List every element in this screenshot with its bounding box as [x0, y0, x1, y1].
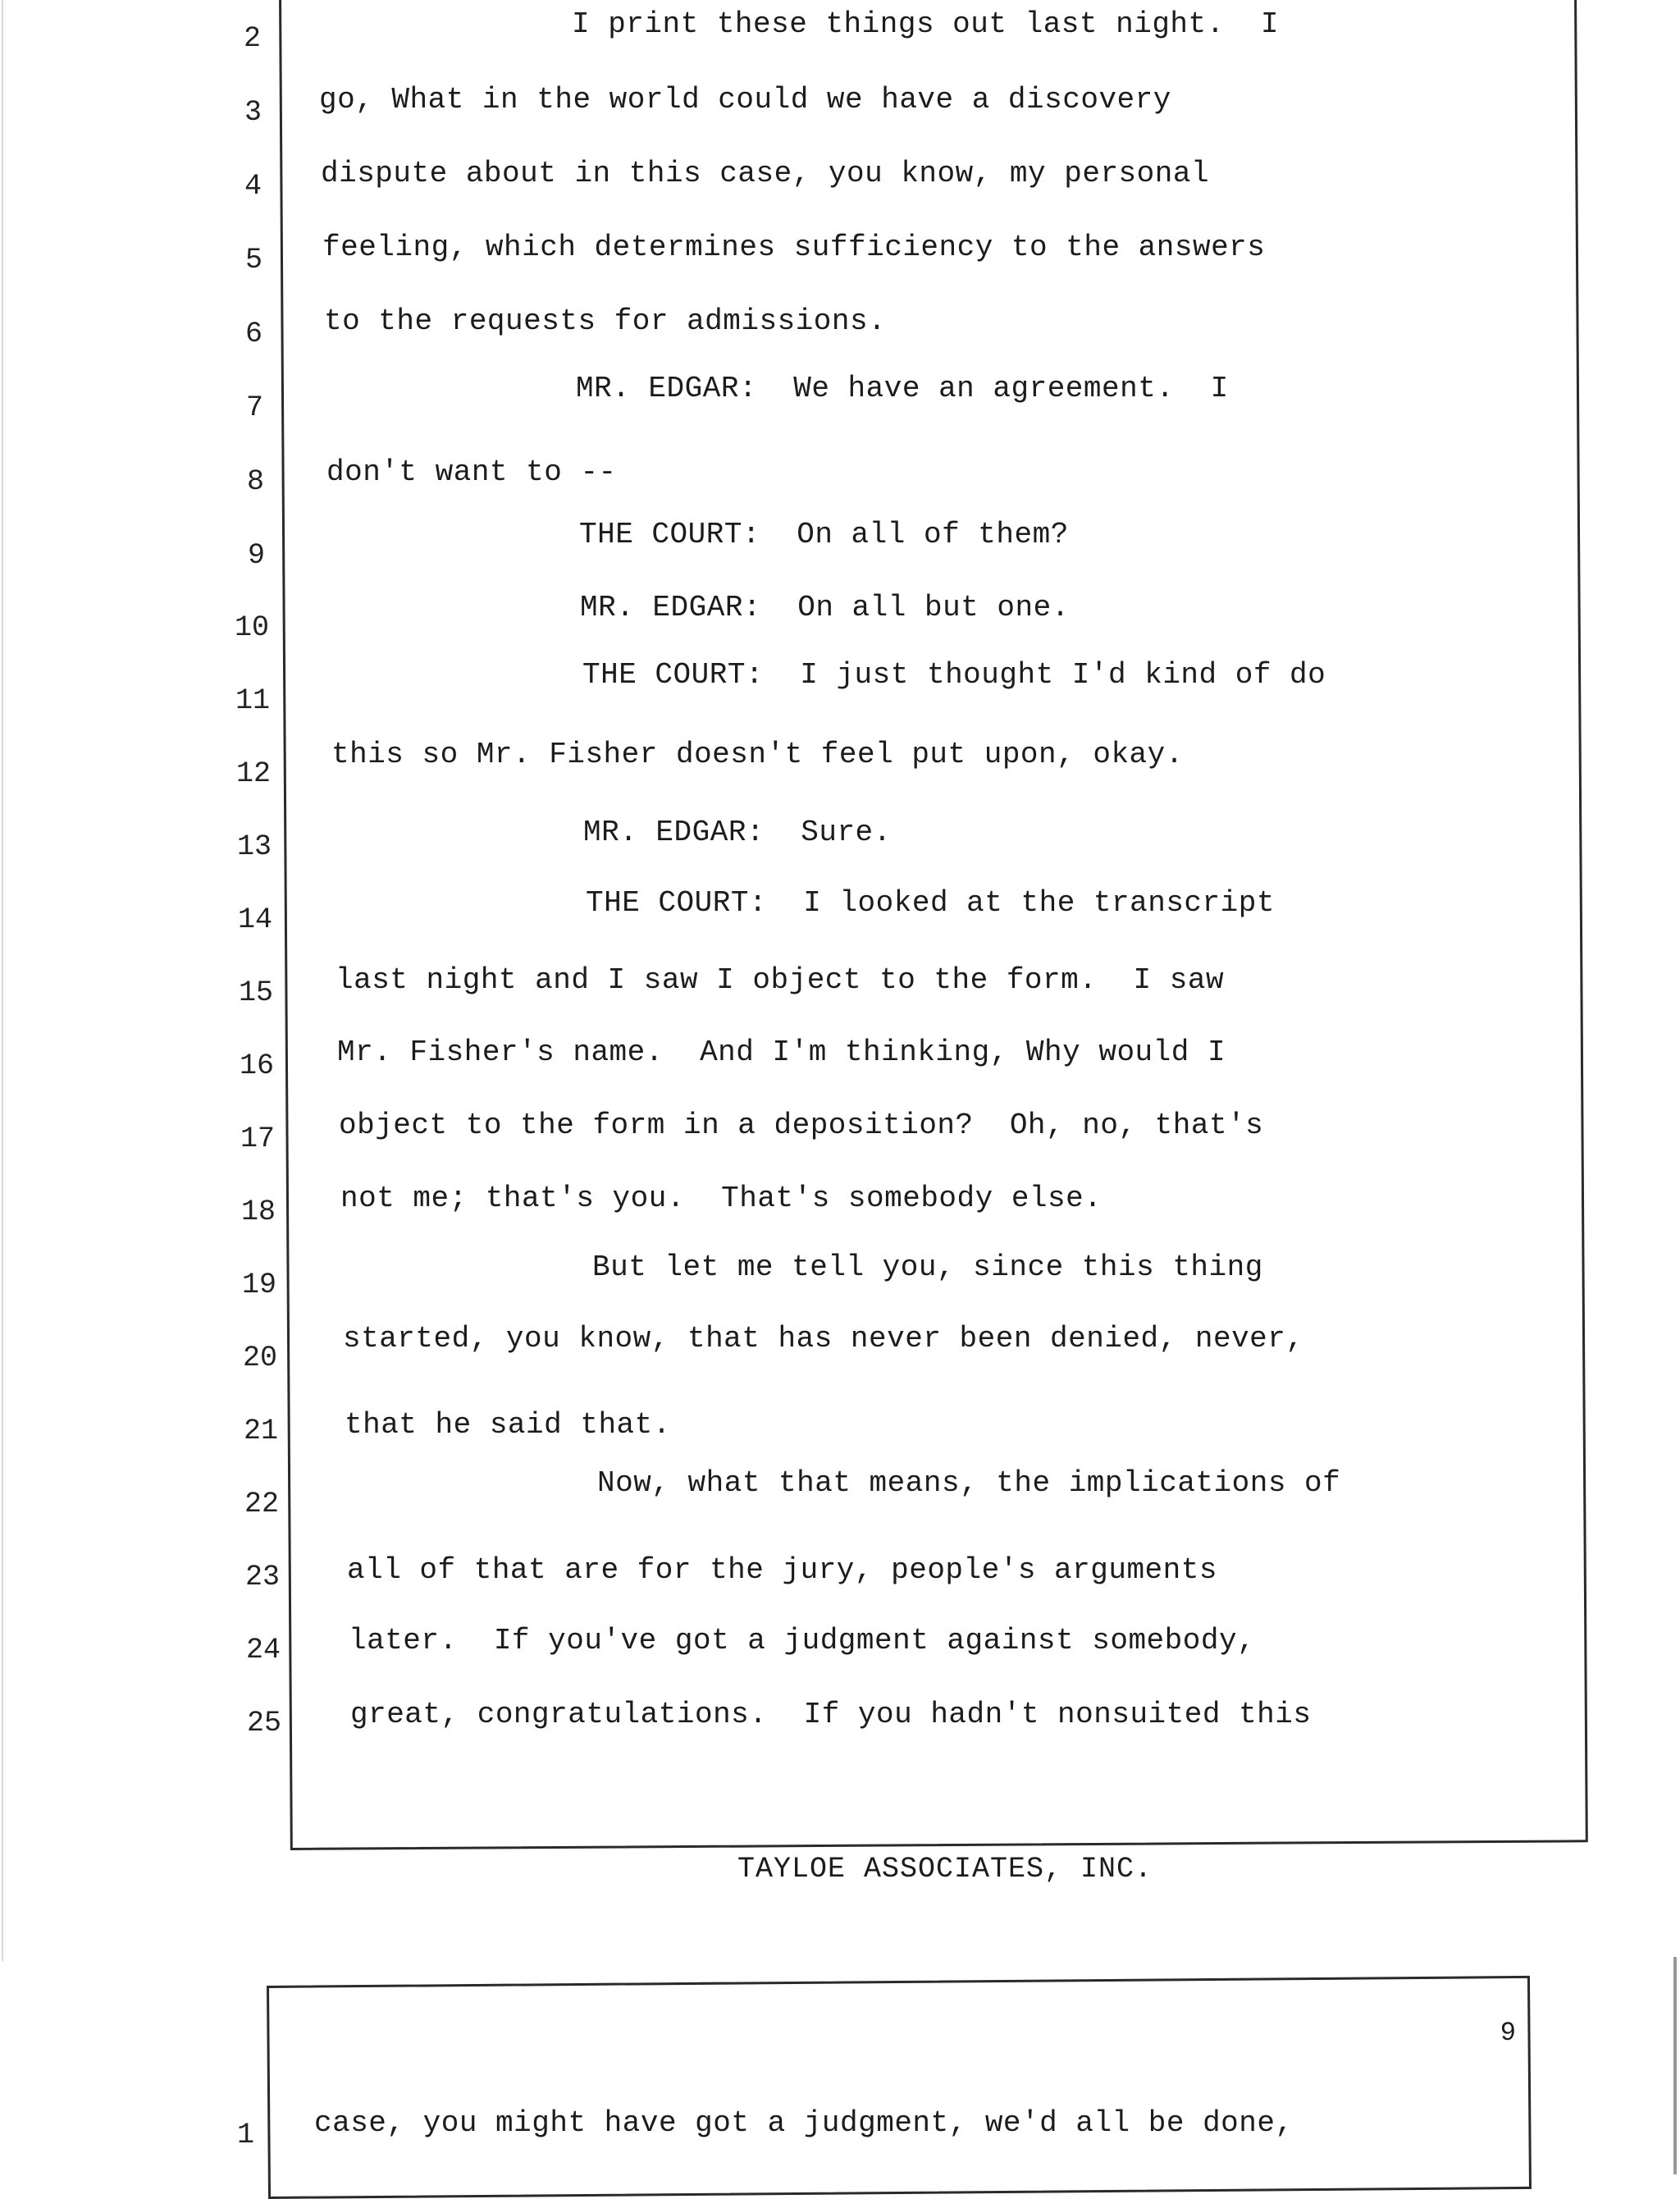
line-number: 14	[237, 903, 272, 936]
transcript-line: started, you know, that has never been denied, never,	[343, 1322, 1304, 1356]
line-number: 2	[243, 22, 261, 55]
transcript-line: this so Mr. Fisher doesn't feel put upon, okay.	[331, 738, 1184, 771]
line-number: 19	[241, 1269, 276, 1301]
line-number: 13	[236, 830, 272, 863]
line-number: 15	[238, 976, 273, 1009]
transcript-line: later. If you've got a judgment against somebody,	[349, 1624, 1256, 1657]
line-number: 23	[244, 1561, 280, 1593]
transcript-line: Now, what that means, the implications of	[597, 1466, 1341, 1500]
transcript-line: all of that are for the jury, people's arguments	[347, 1553, 1217, 1587]
line-number: 24	[245, 1634, 281, 1666]
reporter-footer: TAYLOE ASSOCIATES, INC.	[737, 1853, 1153, 1886]
line-number: 7	[245, 391, 263, 424]
line-number: 5	[244, 244, 262, 277]
scan-edge-right	[1673, 1957, 1677, 2174]
line-number: 20	[242, 1342, 277, 1374]
transcript-page-9-frame	[267, 1976, 1532, 2199]
line-number: 9	[247, 539, 265, 572]
line-number: 18	[240, 1196, 276, 1228]
transcript-line: But let me tell you, since this thing	[592, 1250, 1263, 1284]
transcript-line: MR. EDGAR: On all but one.	[580, 591, 1070, 624]
transcript-line: to the requests for admissions.	[324, 304, 887, 338]
line-number: 8	[246, 465, 264, 498]
line-number: 22	[244, 1488, 279, 1520]
line-number: 21	[243, 1415, 278, 1447]
transcript-line: dispute about in this case, you know, my personal	[321, 157, 1210, 190]
transcript-line: last night and I saw I object to the form. I saw	[336, 963, 1225, 997]
transcript-line: not me; that's you. That's somebody else.	[340, 1182, 1102, 1215]
transcript-line: object to the form in a deposition? Oh, no, that's	[339, 1109, 1264, 1142]
transcript-line: Mr. Fisher's name. And I'm thinking, Why would I	[337, 1035, 1226, 1069]
scan-edge-left	[2, 0, 3, 1961]
transcript-line: I print these things out last night. I	[572, 7, 1280, 41]
line-number: 12	[235, 757, 271, 790]
line-number: 17	[240, 1122, 275, 1155]
transcript-line: MR. EDGAR: Sure.	[583, 816, 892, 849]
transcript-line: don't want to --	[326, 455, 617, 489]
transcript-line: go, What in the world could we have a discovery	[319, 83, 1171, 117]
transcript-line: MR. EDGAR: We have an agreement. I	[576, 372, 1229, 405]
transcript-line: THE COURT: I just thought I'd kind of do	[582, 658, 1326, 692]
line-number: 4	[244, 170, 262, 203]
line-number: 10	[234, 611, 269, 644]
line-number: 3	[244, 96, 262, 129]
line-number: 1	[236, 2119, 254, 2151]
line-number: 16	[239, 1049, 274, 1082]
transcript-line: THE COURT: On all of them?	[579, 518, 1069, 551]
transcript-line: THE COURT: I looked at the transcript	[586, 886, 1275, 920]
line-number: 6	[244, 318, 262, 350]
transcript-line: that he said that.	[345, 1408, 671, 1442]
page-number: 9	[1500, 2018, 1516, 2048]
transcript-line: case, you might have got a judgment, we'd all be done,	[314, 2106, 1294, 2140]
transcript-line: feeling, which determines sufficiency to the answers	[322, 231, 1266, 264]
transcript-line: great, congratulations. If you hadn't nonsuited this	[350, 1698, 1312, 1731]
line-number: 11	[235, 684, 270, 717]
line-number: 25	[246, 1707, 281, 1740]
